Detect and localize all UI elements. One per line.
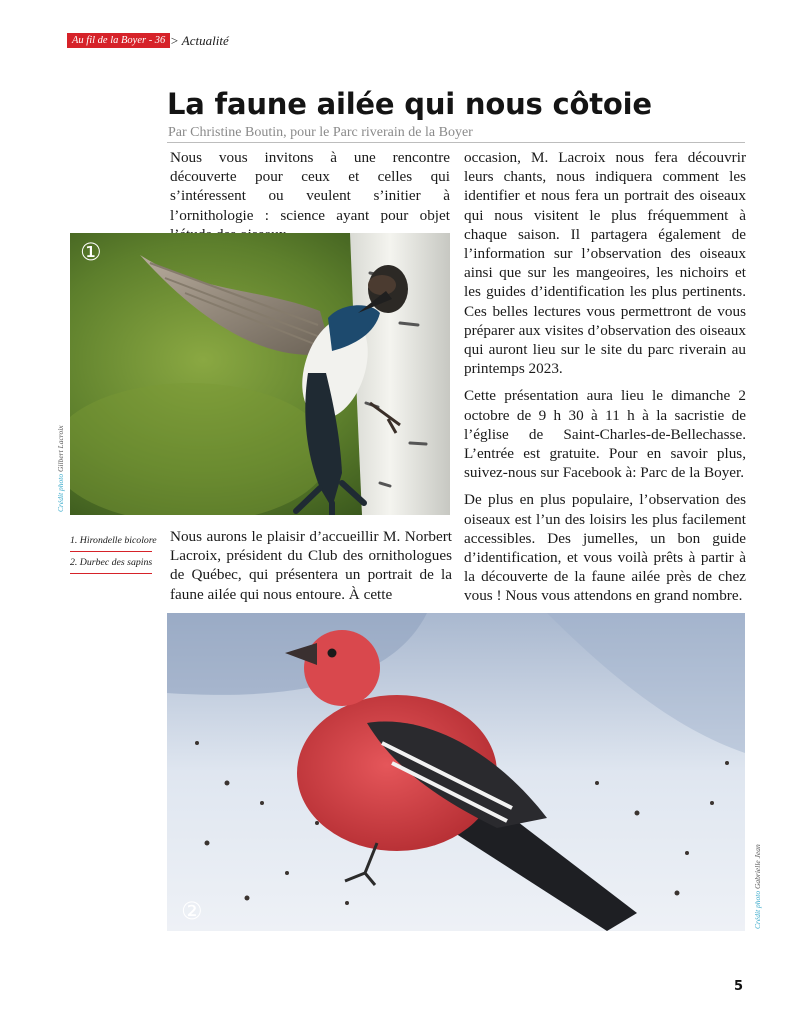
caption-2: 2. Durbec des sapins <box>70 555 152 574</box>
article-title: La faune ailée qui nous côtoie <box>167 87 652 121</box>
photo1-credit: Crédit photo Gilbert Lacroix <box>56 425 65 512</box>
page-number: 5 <box>734 979 744 994</box>
photo2-credit: Crédit photo Gabrielle Jean <box>753 844 762 929</box>
article-column-1-bottom <box>170 527 452 612</box>
tree-swallow-image <box>70 233 450 515</box>
photo-captions <box>70 533 157 577</box>
pine-grosbeak-image <box>167 613 745 931</box>
article-byline: Par Christine Boutin, pour le Parc riverain de la Boyer <box>168 125 473 140</box>
paragraph: Nous aurons le plaisir d’accueillir M. Norbert Lacroix, président du Club des ornithologues de Québec, qui présentera un portrait de la faune ailée qui nous entoure. À cette <box>170 528 452 603</box>
photo-pine-grosbeak <box>167 613 745 931</box>
paragraph: Cette présentation aura lieu le dimanche 2 octobre de 9 h 30 à 11 h à la sacristie de l’église de Saint-Charles-de-Bellechasse. L’entrée est gratuite. Pour en savoir plus, suivez-nous sur Facebook à: Parc de la Boyer. <box>464 387 746 482</box>
title-divider <box>167 142 745 143</box>
section-label: > Actualité <box>170 33 229 48</box>
article-column-2 <box>464 148 746 614</box>
paragraph: occasion, M. Lacroix nous fera découvrir leurs chants, nous indiquera comment les identifier et nous fera un portrait des oiseaux qui nous visitent le plus fréquemment à chaque saison. Il partagera également de l’information sur l’observation des oiseaux ainsi que sur les mangeoires, les nichoirs et les guides d’identification les plus pertinents. Ces belles lectures vous permettront de vous préparer aux visites d’observation des oiseaux qui auront lieu sur le site du parc riverain au printemps 2023. <box>464 149 746 378</box>
photo-tree-swallow <box>70 233 450 515</box>
photo-number-1: ① <box>80 238 102 266</box>
paragraph: De plus en plus populaire, l’observation des oiseaux est l’un des loisirs les plus facilement accessibles. Des jumelles, un bon guide d’identification, et vous voilà prêts à partir à la découverte de la faune ailée près de chez vous ! Nous vous attendons en grand nombre. <box>464 491 746 605</box>
caption-1: 1. Hirondelle bicolore <box>70 533 152 552</box>
magazine-issue-tag: Au fil de la Boyer - 36 <box>67 33 170 48</box>
photo-number-2: ② <box>181 897 203 925</box>
paragraph: Nous vous invitons à une rencontre découverte pour ceux et celles qui s’intéressent ou veulent s’initier à l’ornithologie : science ayant pour objet <box>170 149 450 224</box>
